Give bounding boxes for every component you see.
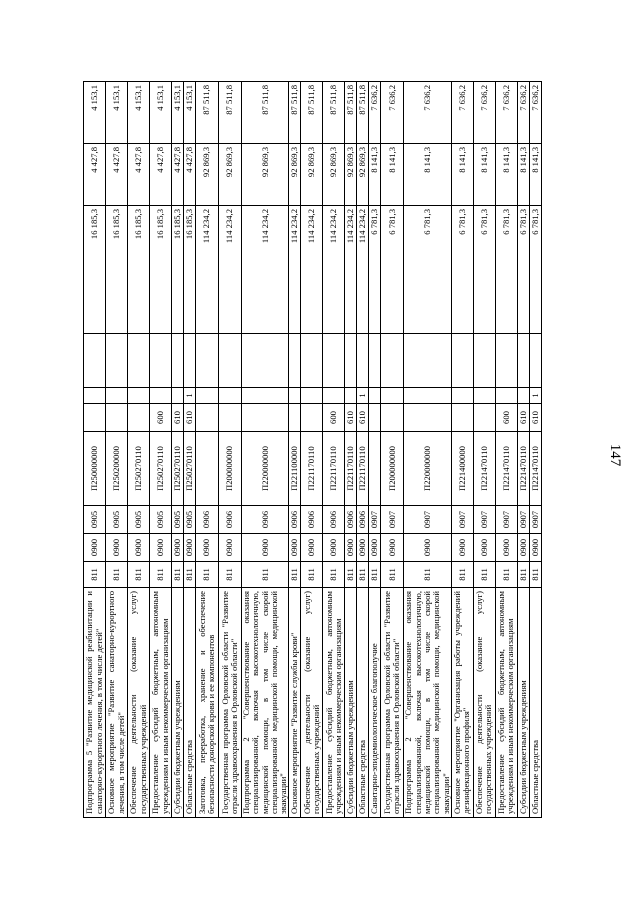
table-row — [529, 82, 541, 818]
code-target: П220000000 — [242, 432, 289, 506]
value-2: 92 869,3 — [219, 144, 242, 206]
empty-cell — [106, 334, 128, 388]
code-admin: 811 — [529, 562, 541, 588]
row-name: Подпрограмма 5 "Развитие медицинской реабилитации и санаторно-курортного лечения, в том числе детей" — [84, 588, 106, 818]
code-target: П221170110 — [301, 432, 323, 506]
code-source — [106, 388, 128, 404]
code-expense-type — [219, 404, 242, 432]
code-expense-type — [381, 404, 404, 432]
code-target: П250270110 — [172, 432, 184, 506]
table-row — [301, 82, 323, 818]
value-1: 6 781,3 — [404, 206, 451, 334]
row-name: Обеспечение деятельности (оказание услуг) государственных учреждений — [301, 588, 323, 818]
table-row — [381, 82, 404, 818]
code-admin: 811 — [357, 562, 369, 588]
code-source — [196, 388, 219, 404]
row-name: Подпрограмма 2 "Совершенствование оказания специализированной, включая высокотехнологичную, медицинской помощи, в том числе скорой специализированной медицинской помощи, медицинской эвакуации" — [404, 588, 451, 818]
empty-cell — [517, 334, 529, 388]
code-expense-type — [473, 404, 495, 432]
code-admin: 811 — [196, 562, 219, 588]
code-subsection: 0907 — [529, 506, 541, 534]
value-2: 8 141,3 — [517, 144, 529, 206]
rotated-page — [83, 82, 587, 818]
empty-cell — [196, 334, 219, 388]
code-target: П250270110 — [184, 432, 196, 506]
row-name: Заготовка, переработка, хранение и обеспечение безопасности донорской крови и ее компонентов — [196, 588, 219, 818]
code-subsection: 0906 — [196, 506, 219, 534]
value-1: 6 781,3 — [451, 206, 473, 334]
code-admin: 811 — [451, 562, 473, 588]
table-row — [357, 82, 369, 818]
code-source — [219, 388, 242, 404]
code-subsection: 0905 — [172, 506, 184, 534]
value-2: 8 141,3 — [473, 144, 495, 206]
value-2: 8 141,3 — [369, 144, 381, 206]
row-name: Государственная программа Орловской области "Развитие отрасли здравоохранения в Орловской области" — [381, 588, 404, 818]
table-row — [345, 82, 357, 818]
table-row — [517, 82, 529, 818]
code-target: П220000000 — [404, 432, 451, 506]
row-name: Обеспечение деятельности (оказание услуг) государственных учреждений — [128, 588, 150, 818]
value-1: 114 234,2 — [301, 206, 323, 334]
code-section: 0900 — [323, 534, 345, 562]
code-expense-type: 610 — [184, 404, 196, 432]
code-source — [369, 388, 381, 404]
code-admin: 811 — [150, 562, 172, 588]
value-3: 87 511,8 — [301, 82, 323, 144]
value-2: 4 427,8 — [184, 144, 196, 206]
code-section: 0900 — [381, 534, 404, 562]
code-subsection: 0907 — [473, 506, 495, 534]
code-target: П221170110 — [357, 432, 369, 506]
code-admin: 811 — [404, 562, 451, 588]
code-section: 0900 — [404, 534, 451, 562]
row-name: Санитарно-эпидемиологическое благополучие — [369, 588, 381, 818]
empty-cell — [242, 334, 289, 388]
code-admin: 811 — [473, 562, 495, 588]
empty-cell — [495, 334, 517, 388]
code-target: П221470110 — [529, 432, 541, 506]
code-section: 0900 — [301, 534, 323, 562]
value-1: 6 781,3 — [473, 206, 495, 334]
code-expense-type — [84, 404, 106, 432]
table-row — [473, 82, 495, 818]
value-2: 8 141,3 — [451, 144, 473, 206]
code-expense-type: 610 — [172, 404, 184, 432]
code-expense-type — [451, 404, 473, 432]
code-source — [150, 388, 172, 404]
code-section: 0900 — [495, 534, 517, 562]
code-source: 1 — [357, 388, 369, 404]
code-source — [404, 388, 451, 404]
code-target: П221170110 — [345, 432, 357, 506]
code-source — [84, 388, 106, 404]
value-1: 16 185,3 — [172, 206, 184, 334]
value-2: 8 141,3 — [529, 144, 541, 206]
code-admin: 811 — [219, 562, 242, 588]
code-expense-type: 610 — [517, 404, 529, 432]
empty-cell — [345, 334, 357, 388]
empty-cell — [219, 334, 242, 388]
code-section: 0900 — [289, 534, 301, 562]
code-admin: 811 — [495, 562, 517, 588]
value-3: 7 636,2 — [381, 82, 404, 144]
code-subsection: 0907 — [451, 506, 473, 534]
code-source — [242, 388, 289, 404]
empty-cell — [451, 334, 473, 388]
value-2: 4 427,8 — [128, 144, 150, 206]
code-section: 0900 — [473, 534, 495, 562]
code-expense-type — [128, 404, 150, 432]
code-source: 1 — [184, 388, 196, 404]
value-1: 114 234,2 — [357, 206, 369, 334]
code-section: 0900 — [196, 534, 219, 562]
code-section: 0900 — [369, 534, 381, 562]
value-1: 6 781,3 — [369, 206, 381, 334]
value-2: 4 427,8 — [172, 144, 184, 206]
code-section: 0900 — [150, 534, 172, 562]
code-expense-type: 600 — [150, 404, 172, 432]
value-3: 7 636,2 — [473, 82, 495, 144]
table-row — [404, 82, 451, 818]
code-expense-type — [289, 404, 301, 432]
code-admin: 811 — [106, 562, 128, 588]
code-section: 0900 — [184, 534, 196, 562]
code-expense-type: 610 — [529, 404, 541, 432]
table-row — [172, 82, 184, 818]
row-name: Обеспечение деятельности (оказание услуг) государственных учреждений — [473, 588, 495, 818]
code-source — [451, 388, 473, 404]
code-admin: 811 — [345, 562, 357, 588]
row-name: Основное мероприятие "Развитие санаторно-курортного лечения, в том числе детей" — [106, 588, 128, 818]
value-3: 4 153,1 — [84, 82, 106, 144]
code-source — [128, 388, 150, 404]
table-row — [495, 82, 517, 818]
code-subsection: 0906 — [219, 506, 242, 534]
empty-cell — [84, 334, 106, 388]
value-3: 87 511,8 — [289, 82, 301, 144]
value-1: 16 185,3 — [128, 206, 150, 334]
empty-cell — [381, 334, 404, 388]
code-section: 0900 — [517, 534, 529, 562]
code-expense-type — [196, 404, 219, 432]
value-2: 4 427,8 — [150, 144, 172, 206]
code-expense-type — [404, 404, 451, 432]
code-subsection: 0905 — [84, 506, 106, 534]
row-name: Субсидии бюджетным учреждениям — [172, 588, 184, 818]
code-expense-type: 600 — [323, 404, 345, 432]
code-expense-type — [369, 404, 381, 432]
code-source: 1 — [529, 388, 541, 404]
code-expense-type: 610 — [357, 404, 369, 432]
code-source — [473, 388, 495, 404]
code-section: 0900 — [242, 534, 289, 562]
value-2: 8 141,3 — [381, 144, 404, 206]
code-source — [289, 388, 301, 404]
value-3: 7 636,2 — [495, 82, 517, 144]
code-admin: 811 — [517, 562, 529, 588]
value-2: 92 869,3 — [242, 144, 289, 206]
value-2: 92 869,3 — [357, 144, 369, 206]
row-name: Областные средства — [529, 588, 541, 818]
value-3: 87 511,8 — [357, 82, 369, 144]
value-1: 6 781,3 — [381, 206, 404, 334]
code-subsection: 0905 — [106, 506, 128, 534]
code-section: 0900 — [357, 534, 369, 562]
value-3: 4 153,1 — [184, 82, 196, 144]
value-2: 92 869,3 — [301, 144, 323, 206]
table-row — [369, 82, 381, 818]
code-source — [345, 388, 357, 404]
value-1: 114 234,2 — [323, 206, 345, 334]
table-row — [150, 82, 172, 818]
empty-cell — [404, 334, 451, 388]
value-1: 16 185,3 — [150, 206, 172, 334]
code-source — [172, 388, 184, 404]
row-name: Предоставление субсидий бюджетным, автономным учреждениям и иным некоммерческим организациям — [150, 588, 172, 818]
code-target: П200000000 — [381, 432, 404, 506]
row-name: Предоставление субсидий бюджетным, автономным учреждениям и иным некоммерческим организациям — [323, 588, 345, 818]
code-admin: 811 — [128, 562, 150, 588]
table-row — [323, 82, 345, 818]
code-subsection: 0907 — [517, 506, 529, 534]
table-row — [106, 82, 128, 818]
empty-cell — [473, 334, 495, 388]
code-target: П250200000 — [106, 432, 128, 506]
code-admin: 811 — [184, 562, 196, 588]
value-3: 4 153,1 — [150, 82, 172, 144]
code-subsection: 0906 — [301, 506, 323, 534]
code-target: П200000000 — [219, 432, 242, 506]
code-expense-type — [242, 404, 289, 432]
value-3: 4 153,1 — [106, 82, 128, 144]
code-subsection: 0906 — [242, 506, 289, 534]
empty-cell — [357, 334, 369, 388]
budget-table — [83, 81, 542, 818]
table-row — [196, 82, 219, 818]
value-2: 8 141,3 — [404, 144, 451, 206]
empty-cell — [369, 334, 381, 388]
code-admin: 811 — [242, 562, 289, 588]
code-target: П221470110 — [517, 432, 529, 506]
value-2: 8 141,3 — [495, 144, 517, 206]
table-row — [242, 82, 289, 818]
code-expense-type: 610 — [345, 404, 357, 432]
code-subsection: 0905 — [184, 506, 196, 534]
value-2: 92 869,3 — [289, 144, 301, 206]
code-target: П250000000 — [84, 432, 106, 506]
code-section: 0900 — [84, 534, 106, 562]
value-2: 92 869,3 — [196, 144, 219, 206]
value-1: 16 185,3 — [84, 206, 106, 334]
code-admin: 811 — [84, 562, 106, 588]
code-subsection: 0907 — [495, 506, 517, 534]
code-source — [517, 388, 529, 404]
code-subsection: 0906 — [345, 506, 357, 534]
code-subsection: 0905 — [128, 506, 150, 534]
value-3: 7 636,2 — [529, 82, 541, 144]
value-3: 7 636,2 — [369, 82, 381, 144]
value-1: 114 234,2 — [345, 206, 357, 334]
value-1: 114 234,2 — [289, 206, 301, 334]
code-admin: 811 — [301, 562, 323, 588]
code-source — [495, 388, 517, 404]
code-subsection: 0906 — [323, 506, 345, 534]
row-name: Областные средства — [184, 588, 196, 818]
row-name: Подпрограмма 2 "Совершенствование оказания специализированной, включая высокотехнологичную, медицинской помощи, в том числе скорой специализированной медицинской помощи, медицинской эвакуации" — [242, 588, 289, 818]
value-2: 92 869,3 — [345, 144, 357, 206]
code-section: 0900 — [128, 534, 150, 562]
table-row — [184, 82, 196, 818]
code-section: 0900 — [345, 534, 357, 562]
code-subsection: 0906 — [289, 506, 301, 534]
row-name: Государственная программа Орловской области "Развитие отрасли здравоохранения в Орловской области" — [219, 588, 242, 818]
code-admin: 811 — [289, 562, 301, 588]
value-1: 6 781,3 — [495, 206, 517, 334]
row-name: Субсидии бюджетным учреждениям — [517, 588, 529, 818]
value-1: 16 185,3 — [184, 206, 196, 334]
value-3: 7 636,2 — [404, 82, 451, 144]
value-3: 87 511,8 — [196, 82, 219, 144]
code-expense-type: 600 — [495, 404, 517, 432]
code-source — [323, 388, 345, 404]
code-target — [196, 432, 219, 506]
value-3: 4 153,1 — [128, 82, 150, 144]
code-target: П250270110 — [128, 432, 150, 506]
code-admin: 811 — [323, 562, 345, 588]
value-1: 6 781,3 — [517, 206, 529, 334]
table-row — [219, 82, 242, 818]
code-source — [301, 388, 323, 404]
code-admin: 811 — [381, 562, 404, 588]
value-1: 6 781,3 — [529, 206, 541, 334]
empty-cell — [172, 334, 184, 388]
code-section: 0900 — [106, 534, 128, 562]
empty-cell — [128, 334, 150, 388]
empty-cell — [150, 334, 172, 388]
value-3: 7 636,2 — [517, 82, 529, 144]
code-target: П221170110 — [323, 432, 345, 506]
table-row — [84, 82, 106, 818]
table-row — [289, 82, 301, 818]
code-admin: 811 — [369, 562, 381, 588]
value-3: 4 153,1 — [172, 82, 184, 144]
code-target: П221100000 — [289, 432, 301, 506]
code-target: П250270110 — [150, 432, 172, 506]
value-2: 92 869,3 — [323, 144, 345, 206]
code-subsection: 0907 — [404, 506, 451, 534]
value-2: 4 427,8 — [84, 144, 106, 206]
code-target: П221470110 — [495, 432, 517, 506]
row-name: Основное мероприятие "Организация работы учреждений дезинфекционного профиля" — [451, 588, 473, 818]
empty-cell — [529, 334, 541, 388]
code-expense-type — [106, 404, 128, 432]
row-name: Предоставление субсидий бюджетным, автономным учреждениям и иным некоммерческим организациям — [495, 588, 517, 818]
value-3: 87 511,8 — [345, 82, 357, 144]
code-section: 0900 — [529, 534, 541, 562]
value-1: 114 234,2 — [219, 206, 242, 334]
code-section: 0900 — [219, 534, 242, 562]
code-target — [369, 432, 381, 506]
row-name: Основное мероприятие "Развитие службы крови" — [289, 588, 301, 818]
code-subsection: 0905 — [150, 506, 172, 534]
code-subsection: 0906 — [357, 506, 369, 534]
value-2: 4 427,8 — [106, 144, 128, 206]
table-row — [128, 82, 150, 818]
value-3: 87 511,8 — [323, 82, 345, 144]
empty-cell — [301, 334, 323, 388]
value-1: 16 185,3 — [106, 206, 128, 334]
code-target: П221470110 — [473, 432, 495, 506]
code-subsection: 0907 — [381, 506, 404, 534]
value-1: 114 234,2 — [242, 206, 289, 334]
code-target: П221400000 — [451, 432, 473, 506]
value-3: 87 511,8 — [242, 82, 289, 144]
empty-cell — [289, 334, 301, 388]
empty-cell — [184, 334, 196, 388]
empty-cell — [323, 334, 345, 388]
code-section: 0900 — [172, 534, 184, 562]
code-source — [381, 388, 404, 404]
code-subsection: 0907 — [369, 506, 381, 534]
code-expense-type — [301, 404, 323, 432]
row-name: Субсидии бюджетным учреждениям — [345, 588, 357, 818]
table-body — [84, 82, 542, 818]
row-name: Областные средства — [357, 588, 369, 818]
value-3: 87 511,8 — [219, 82, 242, 144]
table-row — [451, 82, 473, 818]
code-admin: 811 — [172, 562, 184, 588]
page-number: 147 — [607, 443, 623, 467]
code-section: 0900 — [451, 534, 473, 562]
value-1: 114 234,2 — [196, 206, 219, 334]
value-3: 7 636,2 — [451, 82, 473, 144]
